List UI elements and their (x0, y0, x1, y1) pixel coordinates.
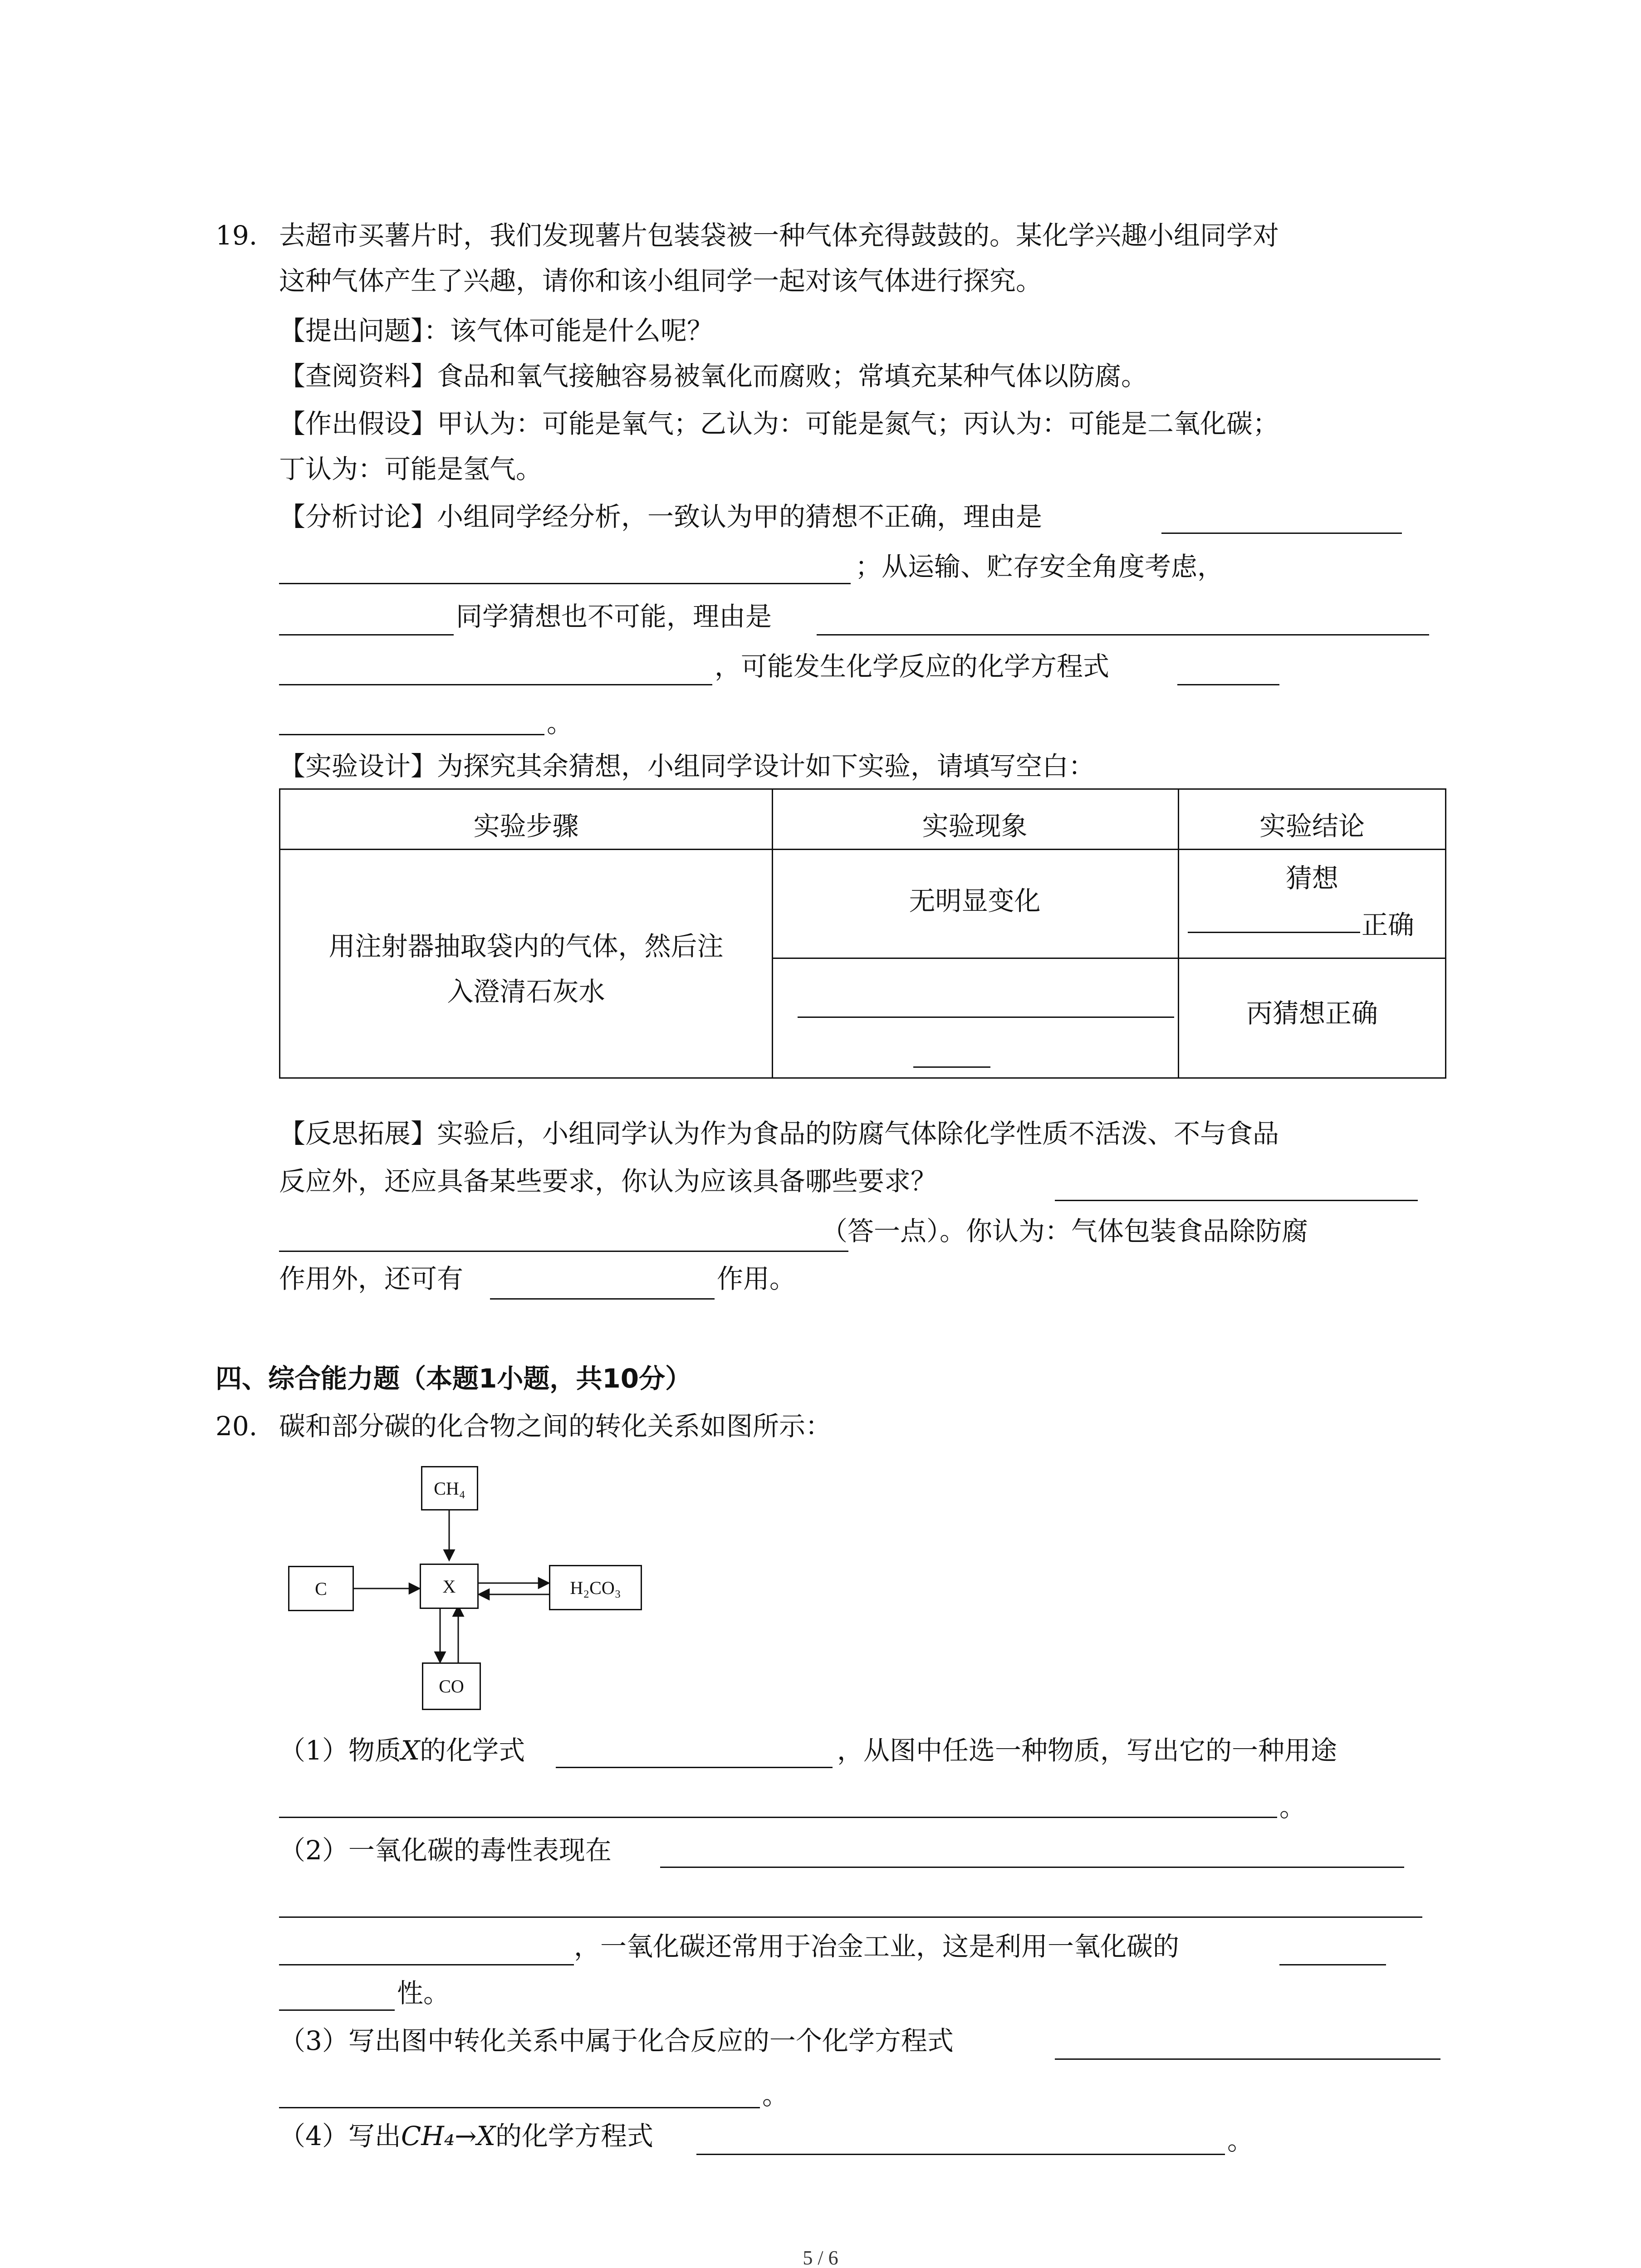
answer-blank[interactable] (279, 1817, 1277, 1818)
answer-blank[interactable] (279, 1916, 1422, 1918)
answer-blank[interactable] (1279, 1964, 1386, 1965)
q19-reflect-line3: （答一点）。你认为：气体包装食品除防腐 (821, 1216, 1308, 1246)
node-co: CO (422, 1662, 481, 1710)
q20-p1-prefix: （1）物质 (279, 1735, 401, 1766)
q19-discuss-line2: ；从运输、贮存安全角度考虑， (855, 551, 1224, 582)
q19-reflect-line4a: 作用外，还可有 (279, 1263, 464, 1294)
experiment-table (279, 788, 1446, 1079)
q19-consult: 【查阅资料】食品和氧气接触容易被氧化而腐败；常填充某种气体以防腐。 (279, 361, 1148, 391)
q20-p4-formula: CH₄→X (401, 2121, 496, 2151)
q20-intro: 碳和部分碳的化合物之间的转化关系如图所示： (279, 1411, 832, 1442)
answer-blank[interactable] (279, 583, 851, 584)
answer-blank[interactable] (696, 2154, 1225, 2155)
q19-hypothesis-line1: 【作出假设】甲认为：可能是氧气；乙认为：可能是氮气；丙认为：可能是二氧化碳； (279, 408, 1279, 439)
table-step-line1: 用注射器抽取袋内的气体，然后注 (328, 931, 724, 962)
q19-reflect-line4b: 作用。 (717, 1263, 796, 1294)
q19-discuss-line4: ，可能发生化学反应的化学方程式 (715, 651, 1110, 682)
page-number: 5 / 6 (803, 2247, 838, 2268)
answer-blank[interactable] (660, 1867, 1404, 1868)
node-c: C (288, 1566, 354, 1611)
q20-p1-a (279, 1737, 525, 1764)
q20-p4-period: 。 (1227, 2125, 1254, 2156)
node-ch4: CH₄ (421, 1466, 478, 1510)
q19-intro-line2: 这种气体产生了兴趣，请你和该小组同学一起对该气体进行探究。 (279, 265, 1043, 296)
q19-reflect-line2: 反应外，还应具备某些要求，你认为应该具备哪些要求？ (279, 1166, 937, 1197)
answer-blank[interactable] (279, 734, 544, 735)
answer-blank[interactable] (279, 2009, 395, 2011)
q20-p1-period: 。 (1279, 1792, 1306, 1823)
answer-blank[interactable] (279, 1964, 574, 1965)
answer-blank[interactable] (1188, 932, 1360, 933)
q19-discuss-line1: 【分析讨论】小组同学经分析，一致认为甲的猜想不正确，理由是 (279, 501, 1043, 532)
answer-blank[interactable] (798, 1017, 1174, 1018)
answer-blank[interactable] (279, 634, 454, 635)
node-x: X (420, 1564, 479, 1609)
table-divider (772, 958, 1445, 959)
answer-blank[interactable] (279, 1251, 848, 1252)
q20-number: 20. (216, 1411, 258, 1442)
q20-p2-a: （2）一氧化碳的毒性表现在 (279, 1835, 612, 1866)
table-phenomenon-1: 无明显变化 (909, 885, 1041, 916)
table-header-phenomenon: 实验现象 (922, 811, 1028, 841)
table-conclusion-2: 丙猜想正确 (1246, 998, 1378, 1029)
q19-number: 19. (216, 220, 258, 251)
q20-p3-period: 。 (762, 2080, 789, 2111)
table-header-conclusion: 实验结论 (1259, 811, 1365, 841)
answer-blank[interactable] (817, 634, 1429, 635)
q19-intro-line1: 去超市买薯片时，我们发现薯片包装袋被一种气体充得鼓鼓的。某化学兴趣小组同学对 (279, 220, 1279, 251)
table-step-line2: 入澄清石灰水 (447, 976, 605, 1007)
q20-p2-c: 性。 (397, 1978, 450, 2009)
answer-blank[interactable] (913, 1066, 990, 1068)
q19-reflect-line1: 【反思拓展】实验后，小组同学认为作为食品的防腐气体除化学性质不活泼、不与食品 (279, 1118, 1279, 1149)
answer-blank[interactable] (279, 2107, 760, 2108)
answer-blank[interactable] (1177, 684, 1279, 685)
table-conclusion-1b: 正确 (1362, 909, 1415, 940)
q19-discuss-period: 。 (547, 708, 573, 738)
answer-blank[interactable] (1055, 2058, 1440, 2060)
q20-p4 (279, 2123, 653, 2149)
answer-blank[interactable] (279, 684, 712, 685)
q20-p1-c: ，从图中任选一种物质，写出它的一种用途 (837, 1735, 1337, 1766)
answer-blank[interactable] (1161, 533, 1402, 534)
answer-blank[interactable] (556, 1767, 833, 1768)
q19-raise-question: 【提出问题】：该气体可能是什么呢？ (279, 315, 714, 346)
q20-p1-x: X (401, 1735, 420, 1766)
table-conclusion-1a: 猜想 (1285, 863, 1338, 894)
q20-p2-b: ，一氧化碳还常用于冶金工业，这是利用一氧化碳的 (574, 1931, 1180, 1962)
answer-blank[interactable] (490, 1298, 715, 1300)
q19-discuss-line3: 同学猜想也不可能，理由是 (456, 601, 772, 632)
q20-p3-a: （3）写出图中转化关系中属于化合反应的一个化学方程式 (279, 2025, 954, 2056)
answer-blank[interactable] (1055, 1200, 1418, 1201)
table-header-steps: 实验步骤 (473, 811, 579, 841)
section-title: 四、综合能力题（本题1小题，共10分） (216, 1363, 692, 1394)
q20-p1-suffix: 的化学式 (420, 1735, 525, 1766)
node-h2co3: H₂CO₃ (549, 1565, 642, 1610)
q19-design: 【实验设计】为探究其余猜想，小组同学设计如下实验，请填写空白： (279, 751, 1095, 782)
q20-p4-suffix: 的化学方程式 (495, 2121, 654, 2151)
q19-hypothesis-line2: 丁认为：可能是氢气。 (279, 454, 543, 484)
q20-p4-prefix: （4）写出 (279, 2121, 401, 2151)
